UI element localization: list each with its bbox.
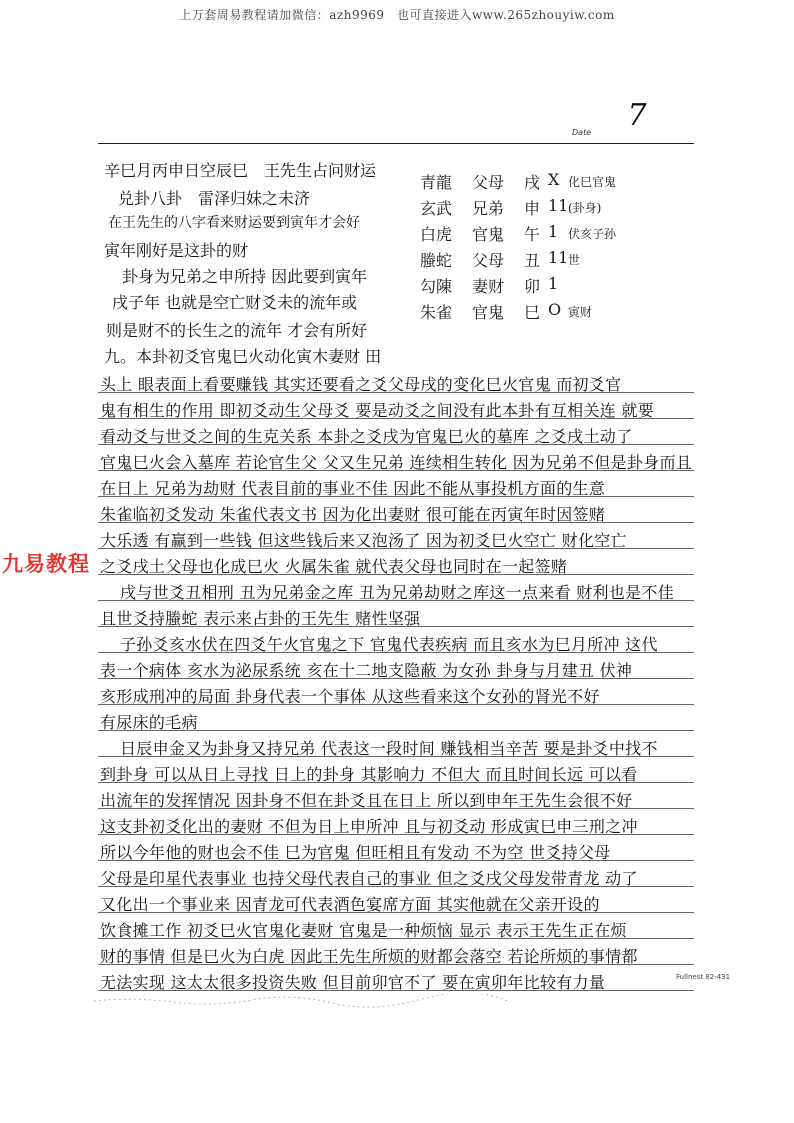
- hexagram-line: [420, 300, 680, 326]
- body-line: 这支卦初爻化出的妻财 不但为日上申所冲 且与初爻动 形成寅巳申三刑之冲: [100, 817, 638, 836]
- notebook-stamp: Fullnest 82-431: [676, 973, 731, 981]
- six-relation: 兄弟: [472, 199, 505, 218]
- intro-line: 戌子年 也就是空亡财爻未的流年或: [112, 293, 358, 312]
- yao-mark: 1: [548, 222, 559, 241]
- body-line: 鬼有相生的作用 即初爻动生父母爻 要是动爻之间没有此本卦有互相关连 就要: [100, 401, 655, 420]
- six-relation: 官鬼: [472, 225, 505, 244]
- six-god: 螣蛇: [420, 251, 453, 270]
- intro-line: 辛巳月丙申日空辰巳 王先生占问财运: [104, 161, 377, 180]
- earthly-branch: 申: [524, 199, 541, 218]
- earthly-branch: 丑: [524, 251, 541, 270]
- earthly-branch: 戌: [524, 173, 541, 192]
- intro-line: 卦身为兄弟之申所持 因此要到寅年: [122, 267, 368, 286]
- yao-mark: O: [548, 300, 562, 319]
- six-god: 勾陳: [420, 277, 453, 296]
- body-line: 子孙爻亥水伏在四爻午火官鬼之下 官鬼代表疾病 而且亥水为巳月所冲 这代: [120, 635, 658, 654]
- body-line: 日辰申金又为卦身又持兄弟 代表这一段时间 赚钱相当辛苦 要是卦爻中找不: [120, 739, 658, 758]
- six-relation: 官鬼: [472, 303, 505, 322]
- yao-note: 伏亥子孙: [568, 227, 617, 241]
- hexagram-line: [420, 170, 680, 196]
- intro-line: 九。本卦初爻官鬼巳火动化寅木妻财 田: [104, 347, 382, 366]
- body-line: 无法实现 这太太很多投资失败 但目前卯官不了 要在寅卯年比较有力量: [100, 973, 606, 992]
- body-line: 有尿床的毛病: [100, 713, 198, 732]
- body-line: 到卦身 可以从日上寻找 日上的卦身 其影响力 不但大 而且时间长远 可以看: [100, 765, 638, 784]
- six-god: 朱雀: [420, 303, 453, 322]
- hexagram-line: [420, 196, 680, 222]
- six-god: 玄武: [420, 199, 453, 218]
- yao-note: 寅财: [568, 305, 593, 319]
- yao-mark: 11: [548, 196, 569, 215]
- body-line: 朱雀临初爻发动 朱雀代表文书 因为化出妻财 很可能在丙寅年时因签赌: [100, 505, 606, 524]
- earthly-branch: 巳: [524, 303, 541, 322]
- yao-mark: 11: [548, 248, 569, 267]
- body-line: 头上 眼表面上看要赚钱 其实还要看之爻父母戌的变化巳火官鬼 而初爻官: [100, 375, 622, 394]
- body-line: 戌与世爻丑相刑 丑为兄弟金之库 丑为兄弟劫财之库这一点来看 财利也是不佳: [120, 583, 675, 602]
- six-relation: 妻财: [472, 277, 505, 296]
- header-rule: [98, 143, 694, 144]
- hexagram-line: [420, 222, 680, 248]
- intro-line: 在王先生的八字看来财运要到寅年才会好: [108, 215, 360, 231]
- six-relation: 父母: [472, 251, 505, 270]
- body-line: 亥形成刑冲的局面 卦身代表一个事体 从这些看来这个女孙的肾光不好: [100, 687, 600, 706]
- date-label: Date: [572, 128, 592, 137]
- earthly-branch: 午: [524, 225, 541, 244]
- intro-line: 寅年刚好是这卦的财: [104, 241, 249, 260]
- body-line: 之爻戌土父母也化成巳火 火属朱雀 就代表父母也同时在一起签赌: [100, 557, 568, 576]
- body-line: 看动爻与世爻之间的生克关系 本卦之爻戌为官鬼巳火的墓库 之爻戌土动了: [100, 427, 633, 446]
- intro-line: 则是财不的长生之的流年 才会有所好: [106, 321, 368, 340]
- six-god: 青龍: [420, 173, 453, 192]
- hexagram-line: [420, 248, 680, 274]
- yao-note: 化巳官鬼: [568, 175, 617, 189]
- six-god: 白虎: [420, 225, 453, 244]
- body-line: 大乐透 有赢到一些钱 但这些钱后来又泡汤了 因为初爻巳火空亡 财化空亡: [100, 531, 627, 550]
- body-line: 财的事情 但是巳火为白虎 因此王先生所烦的财都会落空 若论所烦的事情都: [100, 947, 638, 966]
- yao-mark: 1: [548, 274, 559, 293]
- hexagram-line: [420, 274, 680, 300]
- hexagram-table: [420, 170, 680, 326]
- six-relation: 父母: [472, 173, 505, 192]
- body-line: 饮食摊工作 初爻巳火官鬼化妻财 官鬼是一种烦恼 显示 表示王先生正在烦: [100, 921, 627, 940]
- body-line: 表一个病体 亥水为泌尿系统 亥在十二地支隐蔽 为女孙 卦身与月建丑 伏神: [100, 661, 633, 680]
- body-line: 且世爻持螣蛇 表示来占卦的王先生 赌性坚强: [100, 609, 421, 628]
- side-watermark: 九易教程: [2, 552, 90, 576]
- body-line: 又化出一个事业来 因青龙可代表酒色宴席方面 其实他就在父亲开设的: [100, 895, 600, 914]
- yao-note: (卦身): [568, 201, 602, 215]
- banner-text: 上万套周易教程请加微信：azh9969 也可直接进入www.265zhouyiw.com: [179, 8, 615, 22]
- body-line: 出流年的发挥情况 因卦身不但在卦爻且在日上 所以到申年王先生会很不好: [100, 791, 633, 810]
- body-line: 官鬼巳火会入墓库 若论官生父 父又生兄弟 连续相生转化 因为兄弟不但是卦身而且: [100, 453, 693, 472]
- page-number: 7: [627, 98, 647, 133]
- intro-line: 兑卦八卦 雷泽归妹之未济: [118, 189, 311, 208]
- body-line: 在日上 兄弟为劫财 代表目前的事业不佳 因此不能从事投机方面的生意: [100, 479, 606, 498]
- yao-note: 世: [568, 253, 581, 267]
- earthly-branch: 卯: [524, 277, 541, 296]
- body-line: 父母是印星代表事业 也持父母代表自己的事业 但之爻戌父母发带青龙 动了: [100, 869, 638, 888]
- yao-mark: X: [548, 170, 560, 189]
- ink-smudge: [92, 994, 512, 1008]
- body-line: 所以今年他的财也会不佳 巳为官鬼 但旺相且有发动 不为空 世爻持父母: [100, 843, 611, 862]
